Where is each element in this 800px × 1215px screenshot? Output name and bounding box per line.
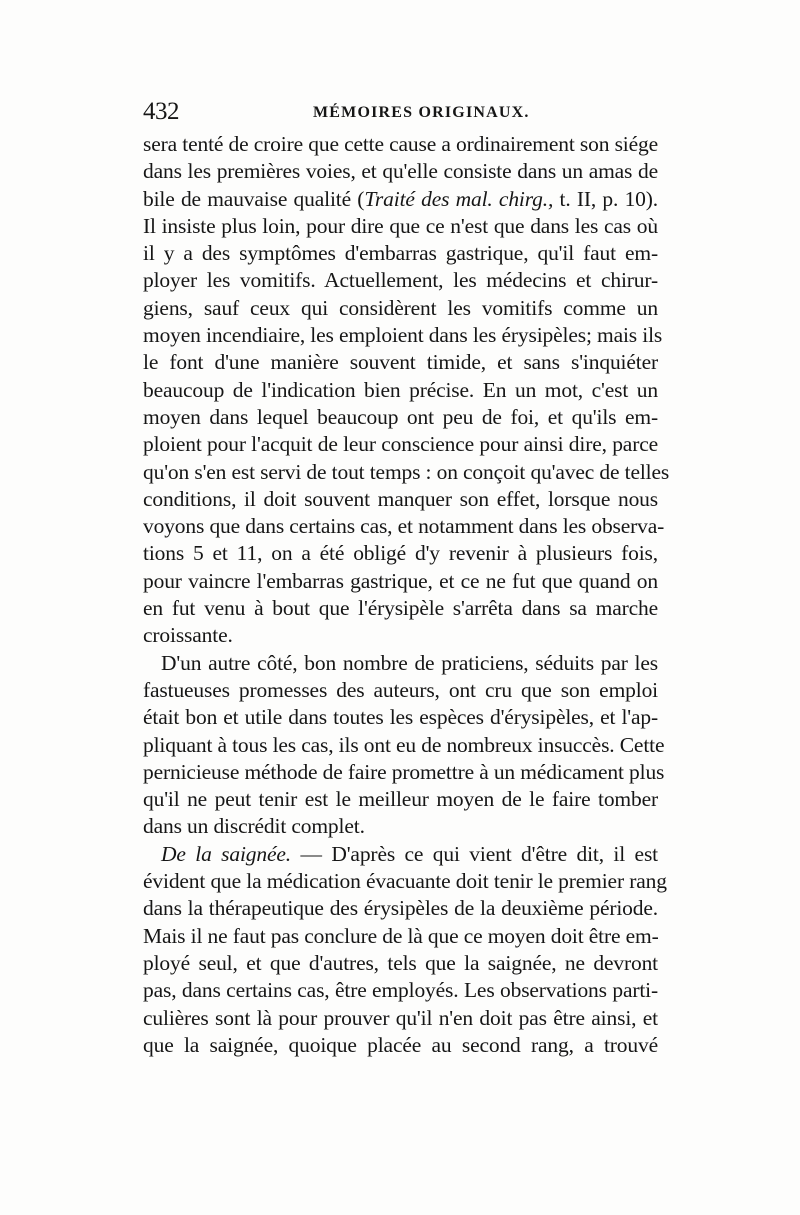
- text-line: moyen incendiaire, les emploient dans les érysipèles; mais ils: [143, 323, 663, 348]
- text-line: évident que la médication évacuante doit tenir le premier rang: [143, 869, 667, 894]
- text-line: pas, dans certains cas, être employés. Les observations parti-: [143, 978, 658, 1003]
- text-line: ployé seul, et que d'autres, tels que la saignée, ne devront: [143, 950, 658, 975]
- text-line: ployer les vomitifs. Actuellement, les médecins et chirur-: [143, 268, 658, 293]
- text-line: il y a des symptômes d'embarras gastrique, qu'il faut em-: [143, 241, 658, 266]
- page-header: [143, 98, 665, 126]
- italic-phrase: Traité des mal. chirg.,: [364, 186, 554, 211]
- text-line: conditions, il doit souvent manquer son effet, lorsque nous: [143, 486, 658, 511]
- running-head: MÉMOIRES ORIGINAUX.: [313, 104, 530, 121]
- text-line: culières sont là pour prouver qu'il n'en doit pas être ainsi, et: [143, 1005, 658, 1030]
- text-line: fastueuses promesses des auteurs, ont cru que son emploi: [143, 677, 658, 702]
- text-line: Il insiste plus loin, pour dire que ce n'est que dans les cas où: [143, 213, 658, 238]
- text-line: tions 5 et 11, on a été obligé d'y revenir à plusieurs fois,: [143, 541, 658, 566]
- page-number: 432: [143, 98, 179, 125]
- text-line: beaucoup de l'indication bien précise. En un mot, c'est un: [143, 377, 658, 402]
- text-line: Mais il ne faut pas conclure de là que ce moyen doit être em-: [143, 923, 659, 948]
- text-line: ploient pour l'acquit de leur conscience pour ainsi dire, parce: [143, 432, 658, 457]
- text-line: dans la thérapeutique des érysipèles de la deuxième période.: [143, 896, 658, 921]
- text-line: giens, sauf ceux qui considèrent les vomitifs comme un: [143, 295, 658, 320]
- italic-phrase: De la saignée.: [161, 841, 292, 866]
- text-line-with-italic: bile de mauvaise qualité (Traité des mal. chirg., t. II, p. 10).: [143, 186, 658, 211]
- text-line: pour vaincre l'embarras gastrique, et ce ne fut que quand on: [143, 568, 658, 593]
- text-line: voyons que dans certains cas, et notamment dans les observa-: [143, 514, 665, 539]
- body-text: [143, 131, 670, 1059]
- paragraph-start-line: D'un autre côté, bon nombre de praticiens, séduits par les: [161, 650, 658, 675]
- text-line: le font d'une manière souvent timide, et sans s'inquiéter: [143, 350, 658, 375]
- text-line: était bon et utile dans toutes les espèces d'érysipèles, et l'ap-: [143, 705, 658, 730]
- text-line: dans les premières voies, et qu'elle consiste dans un amas de: [143, 159, 658, 184]
- text-line: pliquant à tous les cas, ils ont eu de nombreux insuccès. Cette: [143, 732, 665, 757]
- text-line: que la saignée, quoique placée au second rang, a trouvé: [143, 1032, 658, 1057]
- section-heading-line: De la saignée. — D'après ce qui vient d'être dit, il est: [161, 841, 658, 866]
- text-line: moyen dans lequel beaucoup ont peu de foi, et qu'ils em-: [143, 404, 658, 429]
- text-line: sera tenté de croire que cette cause a ordinairement son siége: [143, 132, 658, 156]
- paragraph-end-line: croissante.: [143, 623, 233, 648]
- text-line: en fut venu à bout que l'érysipèle s'arrêta dans sa marche: [143, 596, 658, 621]
- text-line: qu'on s'en est servi de tout temps : on conçoit qu'avec de telles: [143, 459, 670, 484]
- text-line: qu'il ne peut tenir est le meilleur moyen de le faire tomber: [143, 787, 658, 812]
- text-line: pernicieuse méthode de faire promettre à un médicament plus: [143, 759, 665, 784]
- paragraph-end-line: dans un discrédit complet.: [143, 814, 365, 839]
